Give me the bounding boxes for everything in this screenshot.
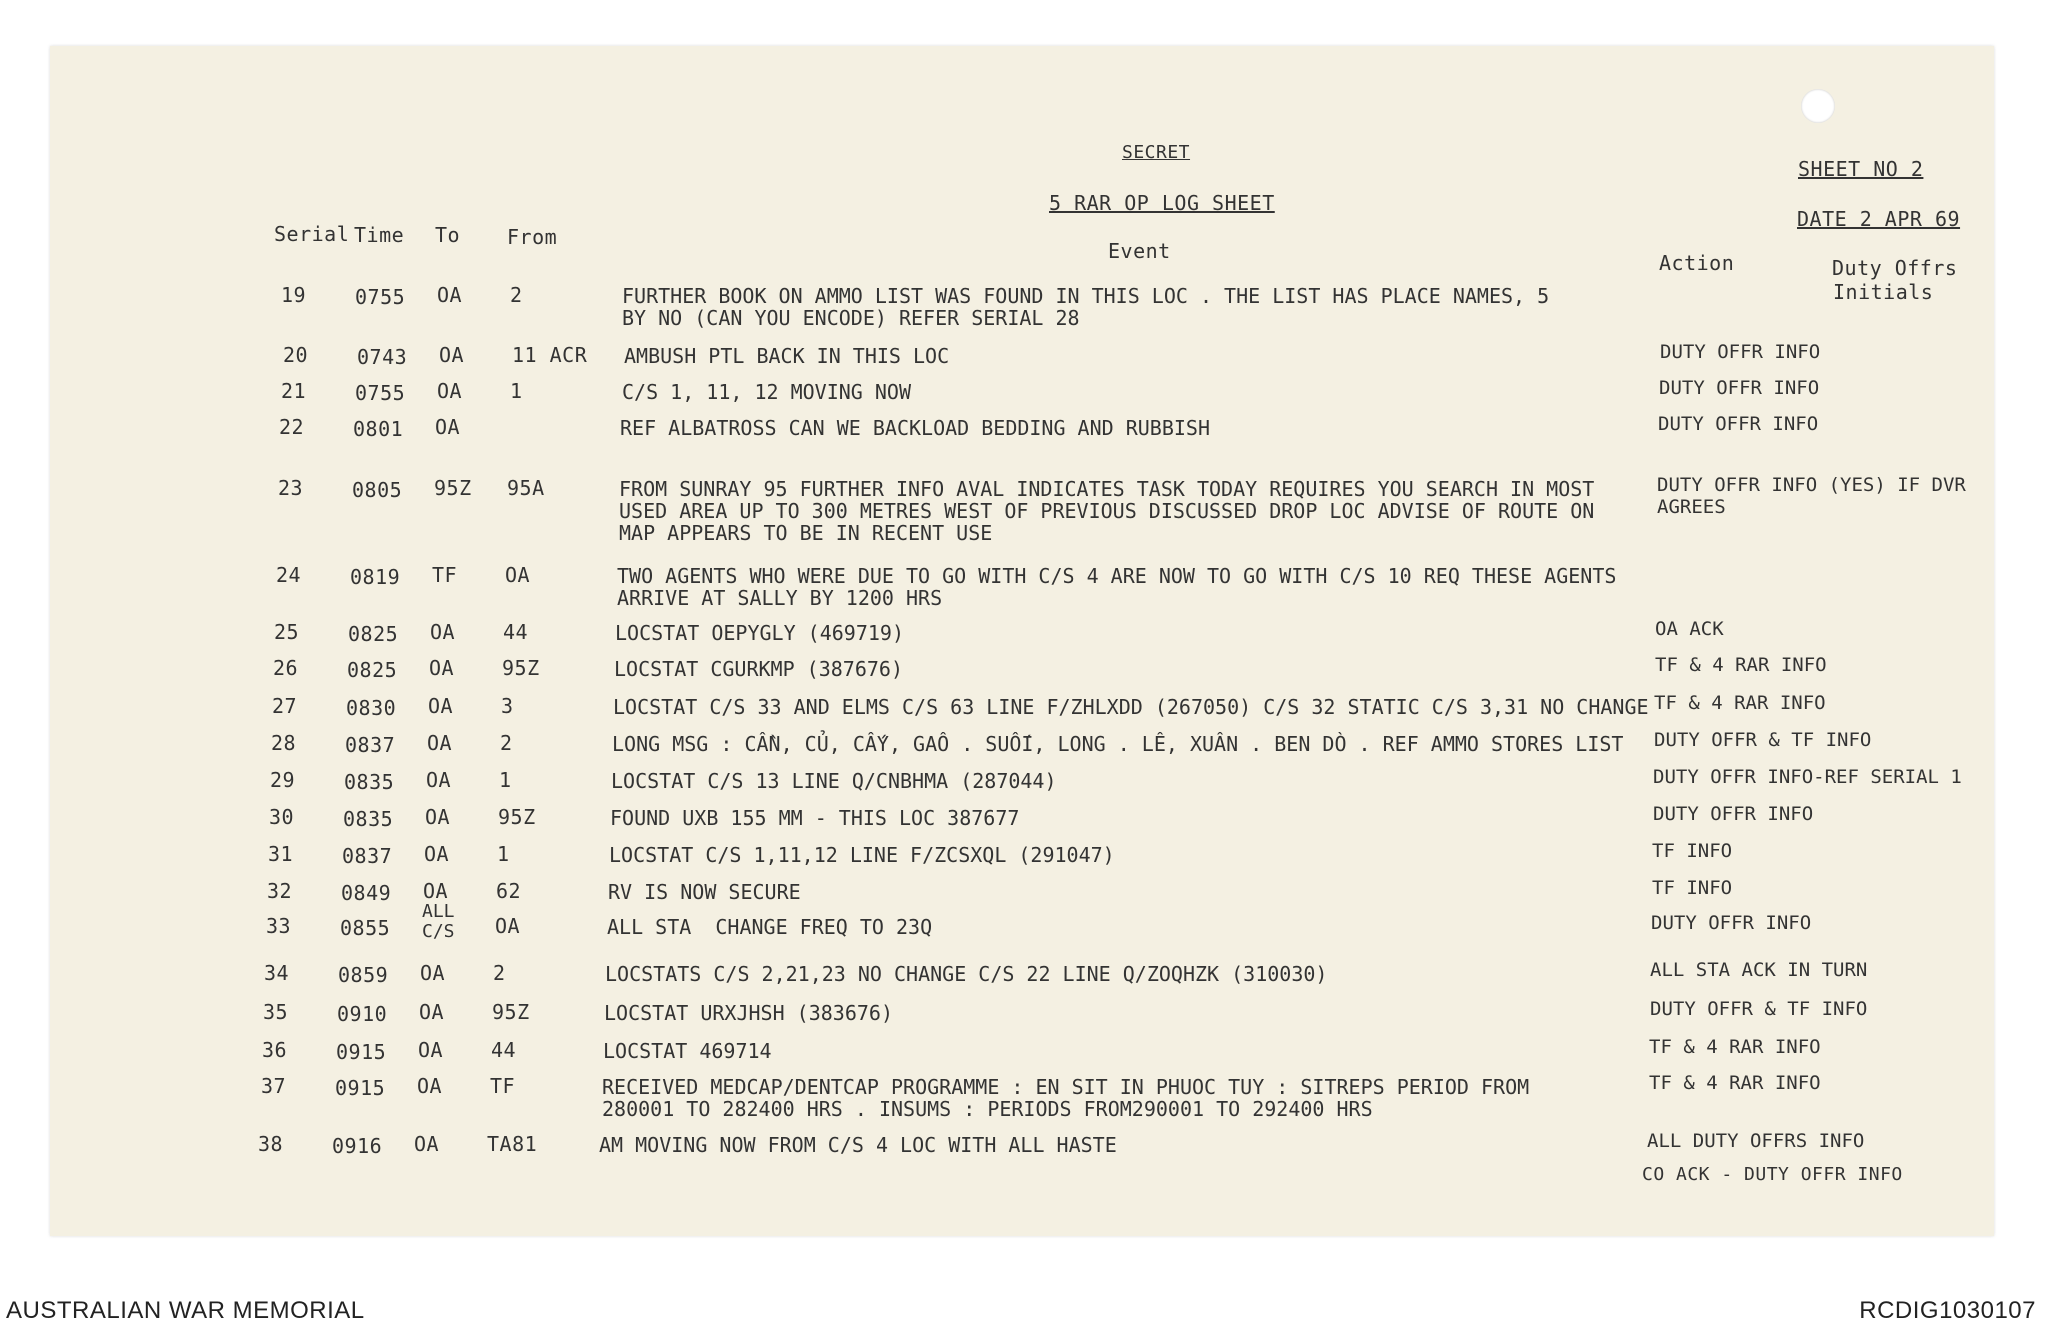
time-cell: 0801 xyxy=(353,417,404,441)
from-cell: 1 xyxy=(510,379,523,403)
action-cell: DUTY OFFR INFO-REF SERIAL 1 xyxy=(1653,766,1962,788)
time-cell: 0805 xyxy=(352,478,403,502)
event-cell: LOCSTAT C/S 1,11,12 LINE F/ZCSXQL (291047) xyxy=(609,843,1115,867)
time-cell: 0837 xyxy=(342,844,393,868)
event-cell: LOCSTATS C/S 2,21,23 NO CHANGE C/S 22 LINE Q/ZOQHZK (310030) xyxy=(605,962,1328,986)
time-cell: 0849 xyxy=(341,881,392,905)
serial-cell: 21 xyxy=(281,379,307,403)
from-cell: 95Z xyxy=(502,656,540,680)
serial-cell: 33 xyxy=(266,914,292,938)
to-cell: OA xyxy=(430,620,456,644)
serial-cell: 20 xyxy=(283,343,309,367)
event-cell: C/S 1, 11, 12 MOVING NOW xyxy=(622,380,911,404)
serial-cell: 32 xyxy=(267,879,293,903)
serial-cell: 30 xyxy=(269,805,295,829)
from-cell: 1 xyxy=(497,842,510,866)
to-cell: OA xyxy=(424,842,450,866)
sheet-number: SHEET NO 2 xyxy=(1798,157,1924,181)
event-cell: RECEIVED MEDCAP/DENTCAP PROGRAMME : EN SIT IN PHUOC TUY : SITREPS PERIOD FROM 280001 TO 282400 HRS . INSUMS : PERIODS FROM290001 TO 292400 HRS xyxy=(602,1075,1530,1121)
page-title: 5 RAR OP LOG SHEET xyxy=(1049,191,1275,215)
time-cell: 0910 xyxy=(337,1002,388,1026)
time-cell: 0830 xyxy=(346,696,397,720)
event-cell: AM MOVING NOW FROM C/S 4 LOC WITH ALL HASTE xyxy=(599,1133,1117,1157)
from-cell: 95A xyxy=(507,476,545,500)
event-cell: LOCSTAT CGURKMP (387676) xyxy=(614,657,903,681)
action-cell: TF & 4 RAR INFO xyxy=(1655,654,1827,676)
from-cell: 2 xyxy=(493,961,506,985)
event-cell: LOCSTAT C/S 13 LINE Q/CNBHMA (287044) xyxy=(611,769,1057,793)
col-header-time: Time xyxy=(354,223,405,247)
time-cell: 0859 xyxy=(338,963,389,987)
to-cell: 95Z xyxy=(434,476,472,500)
serial-cell: 23 xyxy=(278,476,304,500)
to-cell: OA xyxy=(414,1132,440,1156)
serial-cell: 31 xyxy=(268,842,294,866)
action-cell: DUTY OFFR INFO xyxy=(1659,377,1820,399)
action-cell: TF & 4 RAR INFO xyxy=(1649,1072,1821,1094)
to-cell: OA xyxy=(435,415,461,439)
punch-hole xyxy=(1801,89,1835,123)
event-cell: RV IS NOW SECURE xyxy=(608,880,801,904)
time-cell: 0825 xyxy=(347,658,398,682)
from-cell: 11 ACR xyxy=(512,343,588,367)
to-cell: OA xyxy=(420,961,446,985)
serial-cell: 36 xyxy=(262,1038,288,1062)
time-cell: 0743 xyxy=(357,345,408,369)
event-cell: REF ALBATROSS CAN WE BACKLOAD BEDDING AND RUBBISH xyxy=(620,416,1211,440)
col-header-initials: Duty Offrs xyxy=(1832,256,1958,280)
to-cell: OA xyxy=(428,694,454,718)
from-cell: TA81 xyxy=(487,1132,538,1156)
col-header-event: Event xyxy=(1108,239,1171,263)
action-cell: DUTY OFFR & TF INFO xyxy=(1654,729,1872,751)
serial-cell: 29 xyxy=(270,768,296,792)
action-cell: DUTY OFFR INFO xyxy=(1660,341,1821,363)
time-cell: 0837 xyxy=(345,733,396,757)
from-cell: 3 xyxy=(501,694,514,718)
serial-cell: 34 xyxy=(264,961,290,985)
col-header-serial: Serial xyxy=(274,222,350,246)
action-cell: TF INFO xyxy=(1652,840,1733,862)
to-cell: OA xyxy=(417,1074,443,1098)
time-cell: 0835 xyxy=(344,770,395,794)
to-cell: OA xyxy=(425,805,451,829)
to-cell: ALL C/S xyxy=(422,901,455,942)
event-cell: LOCSTAT URXJHSH (383676) xyxy=(604,1001,893,1025)
action-cell: ALL STA ACK IN TURN xyxy=(1650,959,1868,981)
from-cell: 95Z xyxy=(498,805,536,829)
serial-cell: 35 xyxy=(263,1000,289,1024)
sheet-date: DATE 2 APR 69 xyxy=(1797,207,1961,231)
from-cell: 1 xyxy=(499,768,512,792)
time-cell: 0855 xyxy=(340,916,391,940)
event-cell: FOUND UXB 155 MM - THIS LOC 387677 xyxy=(610,806,1020,830)
to-cell: OA xyxy=(429,656,455,680)
footer-identifier: RCDIG1030107 xyxy=(1859,1297,2036,1324)
from-cell: TF xyxy=(490,1074,516,1098)
event-cell: ALL STA CHANGE FREQ TO 23Q xyxy=(607,915,933,939)
to-cell: OA xyxy=(426,768,452,792)
time-cell: 0916 xyxy=(332,1134,383,1158)
serial-cell: 38 xyxy=(258,1132,284,1156)
action-cell: OA ACK xyxy=(1655,618,1724,640)
time-cell: 0825 xyxy=(348,622,399,646)
action-cell: TF & 4 RAR INFO xyxy=(1654,692,1826,714)
col-header-to: To xyxy=(435,223,461,247)
time-cell: 0915 xyxy=(335,1076,386,1100)
serial-cell: 26 xyxy=(273,656,299,680)
action-cell: TF INFO xyxy=(1652,877,1733,899)
to-cell: OA xyxy=(437,379,463,403)
event-cell: LOCSTAT 469714 xyxy=(603,1039,772,1063)
action-cell: DUTY OFFR INFO xyxy=(1658,413,1819,435)
from-cell: 95Z xyxy=(492,1000,530,1024)
event-cell: TWO AGENTS WHO WERE DUE TO GO WITH C/S 4 ARE NOW TO GO WITH C/S 10 REQ THESE AGENTS ARRIVE AT SALLY BY 1200 HRS xyxy=(617,564,1617,610)
serial-cell: 27 xyxy=(272,694,298,718)
serial-cell: 22 xyxy=(279,415,305,439)
to-cell: OA xyxy=(439,343,465,367)
to-cell: OA xyxy=(437,283,463,307)
from-cell: OA xyxy=(495,914,521,938)
time-cell: 0755 xyxy=(355,381,406,405)
event-cell: FURTHER BOOK ON AMMO LIST WAS FOUND IN THIS LOC . THE LIST HAS PLACE NAMES, 5 BY NO (CAN YOU ENCODE) REFER SERIAL 28 xyxy=(622,284,1550,330)
serial-cell: 37 xyxy=(261,1074,287,1098)
serial-cell: 19 xyxy=(281,283,307,307)
serial-cell: 24 xyxy=(276,563,302,587)
time-cell: 0835 xyxy=(343,807,394,831)
from-cell: 44 xyxy=(491,1038,517,1062)
event-cell: LONG MSG : CẦN, CỦ, CẤY, GAÔ . SUỐI, LONG . LÊ, XUÂN . BEN DÒ . REF AMMO STORES LIST xyxy=(612,732,1624,756)
from-cell: 2 xyxy=(500,731,513,755)
trailing-action: CO ACK - DUTY OFFR INFO xyxy=(1642,1164,1903,1185)
action-cell: DUTY OFFR INFO (YES) IF DVR AGREES xyxy=(1657,474,1966,518)
to-cell: OA xyxy=(418,1038,444,1062)
from-cell: OA xyxy=(505,563,531,587)
action-cell: DUTY OFFR INFO xyxy=(1651,912,1812,934)
from-cell: 44 xyxy=(503,620,529,644)
action-cell: TF & 4 RAR INFO xyxy=(1649,1036,1821,1058)
footer-source: AUSTRALIAN WAR MEMORIAL xyxy=(6,1297,365,1324)
to-cell: TF xyxy=(432,563,458,587)
time-cell: 0755 xyxy=(355,285,406,309)
event-cell: AMBUSH PTL BACK IN THIS LOC xyxy=(624,344,950,368)
event-cell: LOCSTAT C/S 33 AND ELMS C/S 63 LINE F/ZHLXDD (267050) C/S 32 STATIC C/S 3,31 NO CHANGE xyxy=(613,695,1649,719)
col-header-from: From xyxy=(507,225,558,249)
col-header-initials-line2: Initials xyxy=(1833,280,1934,304)
action-cell: ALL DUTY OFFRS INFO xyxy=(1647,1130,1865,1152)
serial-cell: 25 xyxy=(274,620,300,644)
col-header-action: Action xyxy=(1659,251,1735,275)
to-cell: OA xyxy=(427,731,453,755)
from-cell: 62 xyxy=(496,879,522,903)
time-cell: 0819 xyxy=(350,565,401,589)
serial-cell: 28 xyxy=(271,731,297,755)
classification-marking: SECRET xyxy=(1122,142,1191,163)
event-cell: FROM SUNRAY 95 FURTHER INFO AVAL INDICATES TASK TODAY REQUIRES YOU SEARCH IN MOST USED AREA UP TO 300 METRES WEST OF PREVIOUS DISCUSSED DROP LOC ADVISE OF ROUTE ON MAP APPEARS TO BE IN RECENT USE xyxy=(619,477,1595,545)
event-cell: LOCSTAT OEPYGLY (469719) xyxy=(615,621,904,645)
to-cell: OA xyxy=(423,879,449,903)
from-cell: 2 xyxy=(510,283,523,307)
to-cell: OA xyxy=(419,1000,445,1024)
action-cell: DUTY OFFR INFO xyxy=(1653,803,1814,825)
action-cell: DUTY OFFR & TF INFO xyxy=(1650,998,1868,1020)
time-cell: 0915 xyxy=(336,1040,387,1064)
